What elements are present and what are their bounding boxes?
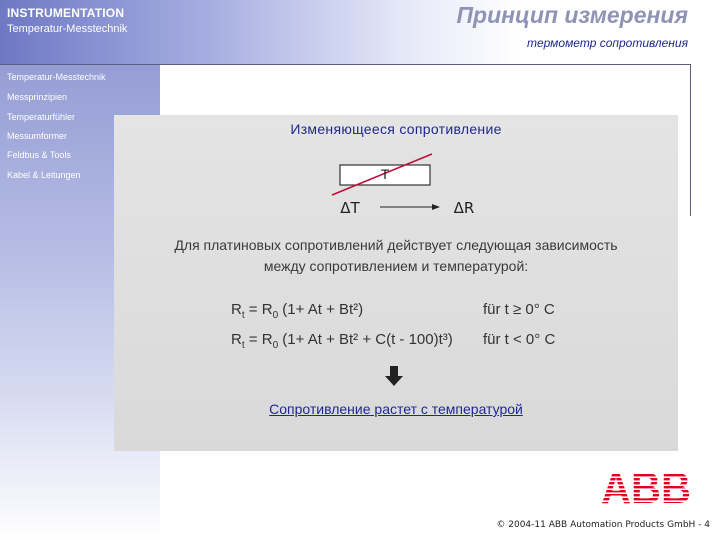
sidebar-item-feldbus-tools[interactable]: Feldbus & Tools (7, 150, 71, 160)
brand-subtitle: Temperatur-Messtechnik (7, 23, 128, 35)
conclusion-text: Сопротивление растет с температурой (269, 401, 523, 417)
content-panel (114, 115, 678, 451)
formula-negative: $R_t = R_0$ (1+ At + Bt² + C(t - 100)t³) (231, 331, 453, 351)
explanation-paragraph (114, 235, 678, 277)
arrow-head (432, 204, 440, 210)
content-title: Изменяющееся сопротивление (290, 121, 502, 137)
condition-positive: für t ≥ 0° C (483, 301, 555, 318)
condition-negative: für t < 0° C (483, 331, 556, 348)
page-title: Принцип измерения (456, 2, 688, 28)
arrow-down-icon (385, 365, 403, 387)
resistor-diagram (114, 115, 678, 225)
footer-copyright: © 2004-11 ABB Automation Products GmbH - 4 (496, 520, 710, 530)
formula-positive: $R_t = R_0$ (1+ At + Bt²) (231, 301, 364, 321)
abb-logo-text: ABB (601, 466, 691, 506)
sidebar-item-temperatur-messtechnik[interactable]: Temperatur-Messtechnik (7, 72, 106, 82)
delta-r-label: ΔR (453, 199, 475, 217)
header-divider (0, 64, 691, 65)
sidebar-item-messumformer[interactable]: Messumformer (7, 131, 68, 141)
explanation-line-2: между сопротивлением и температурой: (263, 258, 529, 274)
sidebar-item-kabel-leitungen[interactable]: Kabel & Leitungen (7, 170, 81, 180)
sidebar-item-messprinzipien[interactable]: Messprinzipien (7, 92, 68, 102)
delta-t-label: ΔT (340, 199, 360, 217)
sidebar-item-temperaturfuehler[interactable]: Temperaturfühler (7, 112, 76, 122)
resistor-label: T (380, 166, 390, 182)
brand-title: INSTRUMENTATION (7, 6, 125, 20)
abb-logo (600, 466, 692, 506)
explanation-line-1: Для платиновых сопротивлений действует следующая зависимость (174, 237, 618, 253)
frame-divider (690, 64, 691, 216)
page-subtitle: термометр сопротивления (526, 36, 688, 50)
